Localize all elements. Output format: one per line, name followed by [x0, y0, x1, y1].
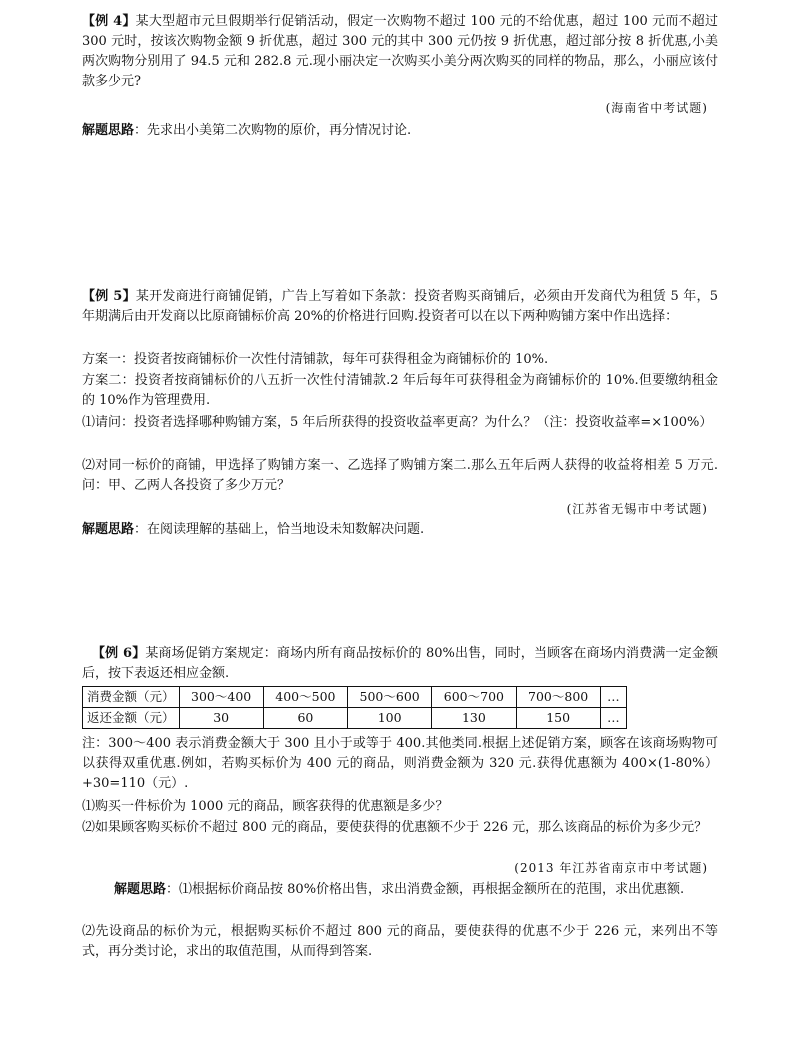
table-cell: 100	[348, 708, 432, 729]
example-4-source: (海南省中考试题)	[605, 101, 708, 115]
example-5-hint-label: 解题思路	[82, 522, 135, 537]
example-6-hint-part-2: ⑵先设商品的标价为元，根据购买标价不超过 800 元的商品，要使获得的优惠不少于 226 元，来列出不等式，再分类讨论，求出的取值范围，从而得到答案.	[82, 924, 718, 959]
table-cell: 消费金额（元）	[83, 687, 180, 708]
example-6-hint	[82, 880, 718, 900]
table-cell: 150	[516, 708, 600, 729]
example-5-question-2: ⑵对同一标价的商铺，甲选择了购铺方案一、乙选择了购铺方案二.那么五年后两人获得的收益将相差 5 万元.问：甲、乙两人各投资了多少万元？	[82, 458, 718, 493]
example-6-problem	[82, 644, 718, 684]
table-cell: …	[600, 708, 626, 729]
example-5-text: 某开发商进行商铺促销，广告上写着如下条款：投资者购买商铺后，必须由开发商代为租赁 5 年，5 年期满后由开发商以比原商铺标价高 20%的价格进行回购.投资者可以在以下两种购铺方案中作出选择：	[82, 289, 718, 324]
example-6-question-1: ⑴购买一件标价为 1000 元的商品，顾客获得的优惠额是多少？	[82, 799, 449, 814]
example-4-hint-text: ：先求出小美第二次购物的原价，再分情况讨论.	[134, 123, 412, 138]
table-cell: 130	[432, 708, 516, 729]
example-5-plan-1: 方案一：投资者按商铺标价一次性付清铺款，每年可获得租金为商铺标价的 10%.	[82, 352, 549, 367]
example-6-question-2: ⑵如果顾客购买标价不超过 800 元的商品，要使获得的优惠额不少于 226 元，那么该商品的标价为多少元？	[82, 820, 708, 835]
example-6-text: 某商场促销方案规定：商场内所有商品按标价的 80%出售，同时，当顾客在商场内消费满一定金额后，按下表返还相应金额.	[82, 646, 718, 681]
table-cell: 500～600	[348, 687, 432, 708]
table-cell: 700～800	[516, 687, 600, 708]
example-5-problem	[82, 287, 718, 327]
table-cell: 30	[179, 708, 263, 729]
table-cell: 400～500	[263, 687, 347, 708]
table-cell: …	[600, 687, 626, 708]
example-4-hint-label: 解题思路	[82, 123, 135, 138]
example-5-plan-2: 方案二：投资者按商铺标价的八五折一次性付清铺款.2 年后每年可获得租金为商铺标价的 10%.但要缴纳租金的 10%作为管理费用.	[82, 373, 718, 408]
example-6-source: (2013 年江苏省南京市中考试题)	[514, 861, 708, 875]
example-5-hint	[82, 520, 718, 540]
example-5-tag: 【例 5】	[82, 289, 136, 304]
rebate-table	[82, 686, 627, 729]
table-cell: 60	[263, 708, 347, 729]
example-6-note: 注：300～400 表示消费金额大于 300 且小于或等于 400.其他类同.根据上述促销方案，顾客在该商场购物可以获得双重优惠.例如，若购买标价为 400 元的商品，则消费金额为 320 元.获得优惠额为 400×(1-80%）+30=110（元）.	[82, 736, 718, 791]
table-cell: 返还金额（元）	[83, 708, 180, 729]
example-5-source: (江苏省无锡市中考试题)	[566, 502, 708, 516]
example-6-hint-text-1: ：⑴根据标价商品按 80%价格出售，求出消费金额，再根据金额所在的范围，求出优惠额.	[166, 882, 685, 897]
table-row	[83, 687, 627, 708]
example-4-text: 某大型超市元旦假期举行促销活动，假定一次购物不超过 100 元的不给优惠，超过 100 元而不超过 300 元时，按该次购物金额 9 折优惠，超过 300 元的其中 300 元仍按 9 折优惠，超过部分按 8 折优惠,小美两次购物分别用了 94.5 元和 282.8 元.现小丽决定一次购买小美分两次购买的同样的物品，那么，小丽应该付款多少元?	[82, 14, 719, 89]
table-cell: 300～400	[179, 687, 263, 708]
example-4-problem	[82, 12, 718, 92]
example-5-hint-text: ：在阅读理解的基础上，恰当地设未知数解决问题.	[134, 522, 425, 537]
example-4-hint	[82, 121, 718, 141]
example-6-hint-label: 解题思路	[114, 882, 167, 897]
table-row	[83, 708, 627, 729]
example-6-tag: 【例 6】	[92, 646, 146, 661]
example-5-question-1: ⑴请问：投资者选择哪种购铺方案，5 年后所获得的投资收益率更高？为什么？（注：投资收益率=×100%）	[82, 415, 713, 430]
table-cell: 600～700	[432, 687, 516, 708]
example-4-tag: 【例 4】	[82, 14, 136, 29]
